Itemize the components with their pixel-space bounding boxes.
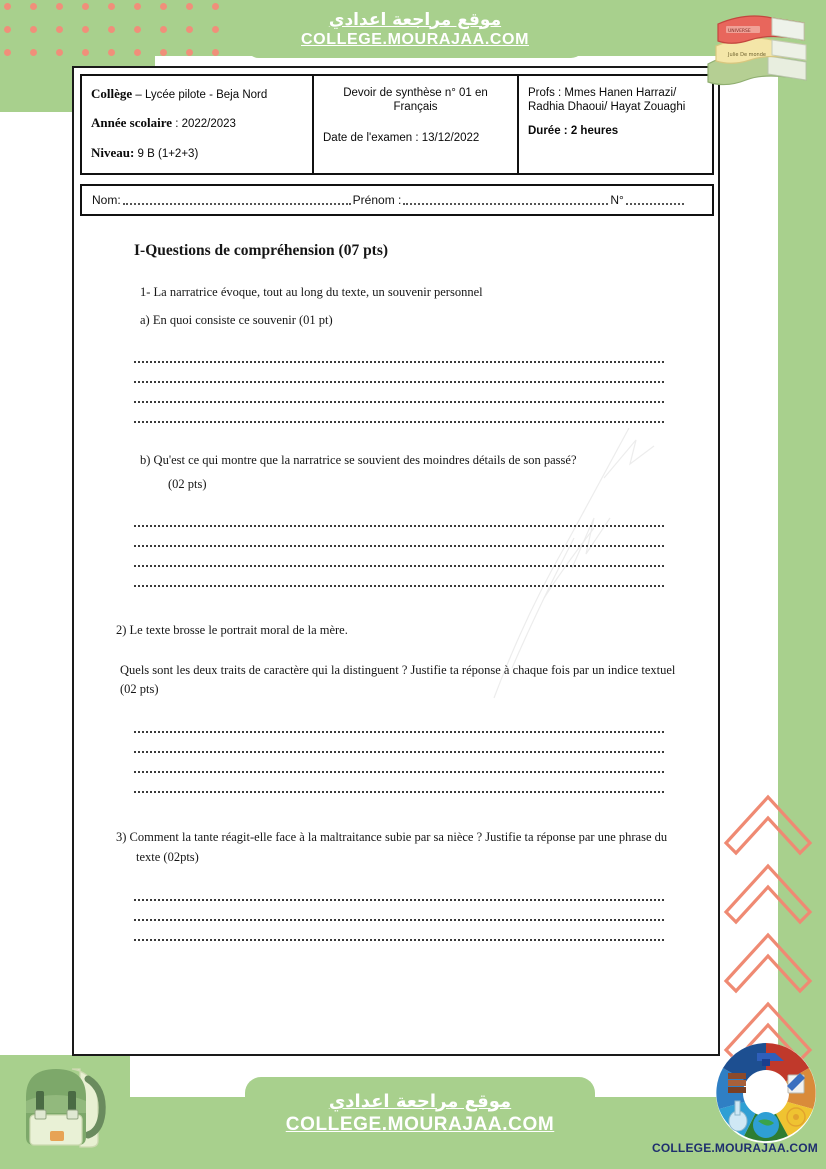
school-line (91, 86, 303, 102)
bottom-site-banner (245, 1077, 595, 1149)
answer-line[interactable] (134, 901, 664, 921)
exam-title: Devoir de synthèse n° 01 en Français (343, 87, 488, 114)
question-1a: a) En quoi consiste ce souvenir (01 pt) (140, 312, 333, 327)
answer-line[interactable] (134, 383, 664, 403)
question-1-stem: 1- La narratrice évoque, tout au long du texte, un souvenir personnel (140, 285, 483, 299)
answer-line[interactable] (134, 713, 664, 733)
svg-text:Julie De monde: Julie De monde (728, 52, 766, 58)
student-identity-row (80, 184, 714, 216)
answer-lines-1b[interactable] (134, 507, 694, 587)
answer-line[interactable] (134, 507, 664, 527)
dot-decoration (212, 26, 219, 33)
banner-arabic-title-bottom: موقع مراجعة اعدادي (328, 1090, 512, 1112)
dot-decoration (56, 3, 63, 10)
header-cell-teachers (519, 76, 712, 173)
dot-decoration (108, 26, 115, 33)
question-1b-line1: b) Qu'est ce qui montre que la narratrice se souvient des moindres détails de son passé? (140, 452, 577, 467)
level-value: 9 B (1+2+3) (134, 147, 199, 160)
answer-line[interactable] (134, 773, 664, 793)
year-label: Année scolaire (91, 115, 172, 131)
duration-line (528, 124, 703, 138)
dot-decoration (160, 49, 167, 56)
answer-line[interactable] (134, 733, 664, 753)
dot-decoration (4, 3, 11, 10)
dot-decoration (160, 26, 167, 33)
education-wheel-icon (712, 1039, 820, 1147)
nom-input[interactable] (123, 196, 351, 205)
dot-decoration (30, 3, 37, 10)
dot-decoration (160, 3, 167, 10)
answer-line[interactable] (134, 921, 664, 941)
dot-decoration (134, 49, 141, 56)
answer-line[interactable] (134, 567, 664, 587)
question-1b-line2: (02 pts) (168, 476, 207, 491)
dot-decoration (82, 3, 89, 10)
dot-decoration (4, 26, 11, 33)
dot-decoration (134, 26, 141, 33)
dot-decoration (82, 49, 89, 56)
question-2-line2: Quels sont les deux traits de caractère qui la distinguent ? Justifie ta réponse à chaque fois par un indice textuel (02 pts) (120, 662, 676, 696)
dot-decoration (212, 3, 219, 10)
banner-site-url-bottom[interactable]: COLLEGE.MOURAJAA.COM (285, 1113, 555, 1135)
question-2-line1: 2) Le texte brosse le portrait moral de la mère. (116, 623, 348, 638)
answer-line[interactable] (134, 547, 664, 567)
answer-line[interactable] (134, 881, 664, 901)
num-label: N° (610, 193, 624, 207)
dot-decoration (108, 3, 115, 10)
duration-value: 2 heures (570, 124, 619, 137)
answer-lines-2[interactable] (134, 713, 694, 793)
section-title-comprehension: I-Questions de compréhension (07 pts) (134, 242, 389, 259)
nom-label: Nom: (92, 193, 121, 207)
dot-decoration (30, 49, 37, 56)
exam-date: Date de l'examen : 13/12/2022 (323, 131, 480, 144)
dot-decoration (30, 26, 37, 33)
dot-decoration (212, 49, 219, 56)
backpack-icon (10, 1057, 115, 1153)
answer-line[interactable] (134, 527, 664, 547)
dot-decoration (134, 3, 141, 10)
exam-header-table (80, 74, 714, 175)
header-cell-exam (314, 76, 519, 173)
top-site-banner (245, 0, 585, 58)
dot-decoration (186, 3, 193, 10)
answer-lines-3[interactable] (134, 881, 694, 941)
year-value: : 2022/2023 (172, 118, 236, 131)
dot-decoration (186, 26, 193, 33)
num-input[interactable] (626, 196, 684, 205)
duration-label: Durée : (528, 124, 571, 137)
dot-decoration (82, 26, 89, 33)
school-value: – Lycée pilote - Beja Nord (132, 89, 268, 101)
prenom-label: Prénom : (352, 193, 402, 207)
svg-text:UNIVERSE: UNIVERSE (728, 29, 751, 34)
dot-decoration (56, 49, 63, 56)
year-line (91, 115, 303, 131)
exam-body (80, 224, 714, 1050)
dot-decoration (186, 49, 193, 56)
question-3: 3) Comment la tante réagit-elle face à la maltraitance subie par sa nièce ? Justifie ta réponse par une phrase du texte (02pts) (116, 830, 668, 865)
header-cell-school (82, 76, 314, 173)
dot-decoration (108, 49, 115, 56)
level-label: Niveau: (91, 144, 135, 160)
banner-site-url[interactable]: COLLEGE.MOURAJAA.COM (301, 30, 529, 48)
teachers-line: Profs : Mmes Hanen Harrazi/ Radhia Dhaoui/ Hayat Zouaghi (528, 87, 686, 114)
footer-watermark-url: COLLEGE.MOURAJAA.COM (652, 1141, 818, 1155)
level-line (91, 145, 303, 161)
answer-line[interactable] (134, 753, 664, 773)
chevron-up-icon (718, 785, 818, 1060)
dot-decoration (4, 49, 11, 56)
dot-pattern-decoration (0, 0, 240, 70)
school-label: Collège (91, 86, 133, 101)
banner-arabic-title: موقع مراجعة اعدادي (328, 9, 502, 30)
exam-sheet (72, 66, 720, 1056)
dot-decoration (56, 26, 63, 33)
prenom-input[interactable] (403, 196, 608, 205)
stack-of-books-icon (704, 6, 822, 86)
answer-line[interactable] (134, 343, 664, 363)
answer-line[interactable] (134, 363, 664, 383)
answer-lines-1a[interactable] (134, 343, 694, 423)
answer-line[interactable] (134, 403, 664, 423)
